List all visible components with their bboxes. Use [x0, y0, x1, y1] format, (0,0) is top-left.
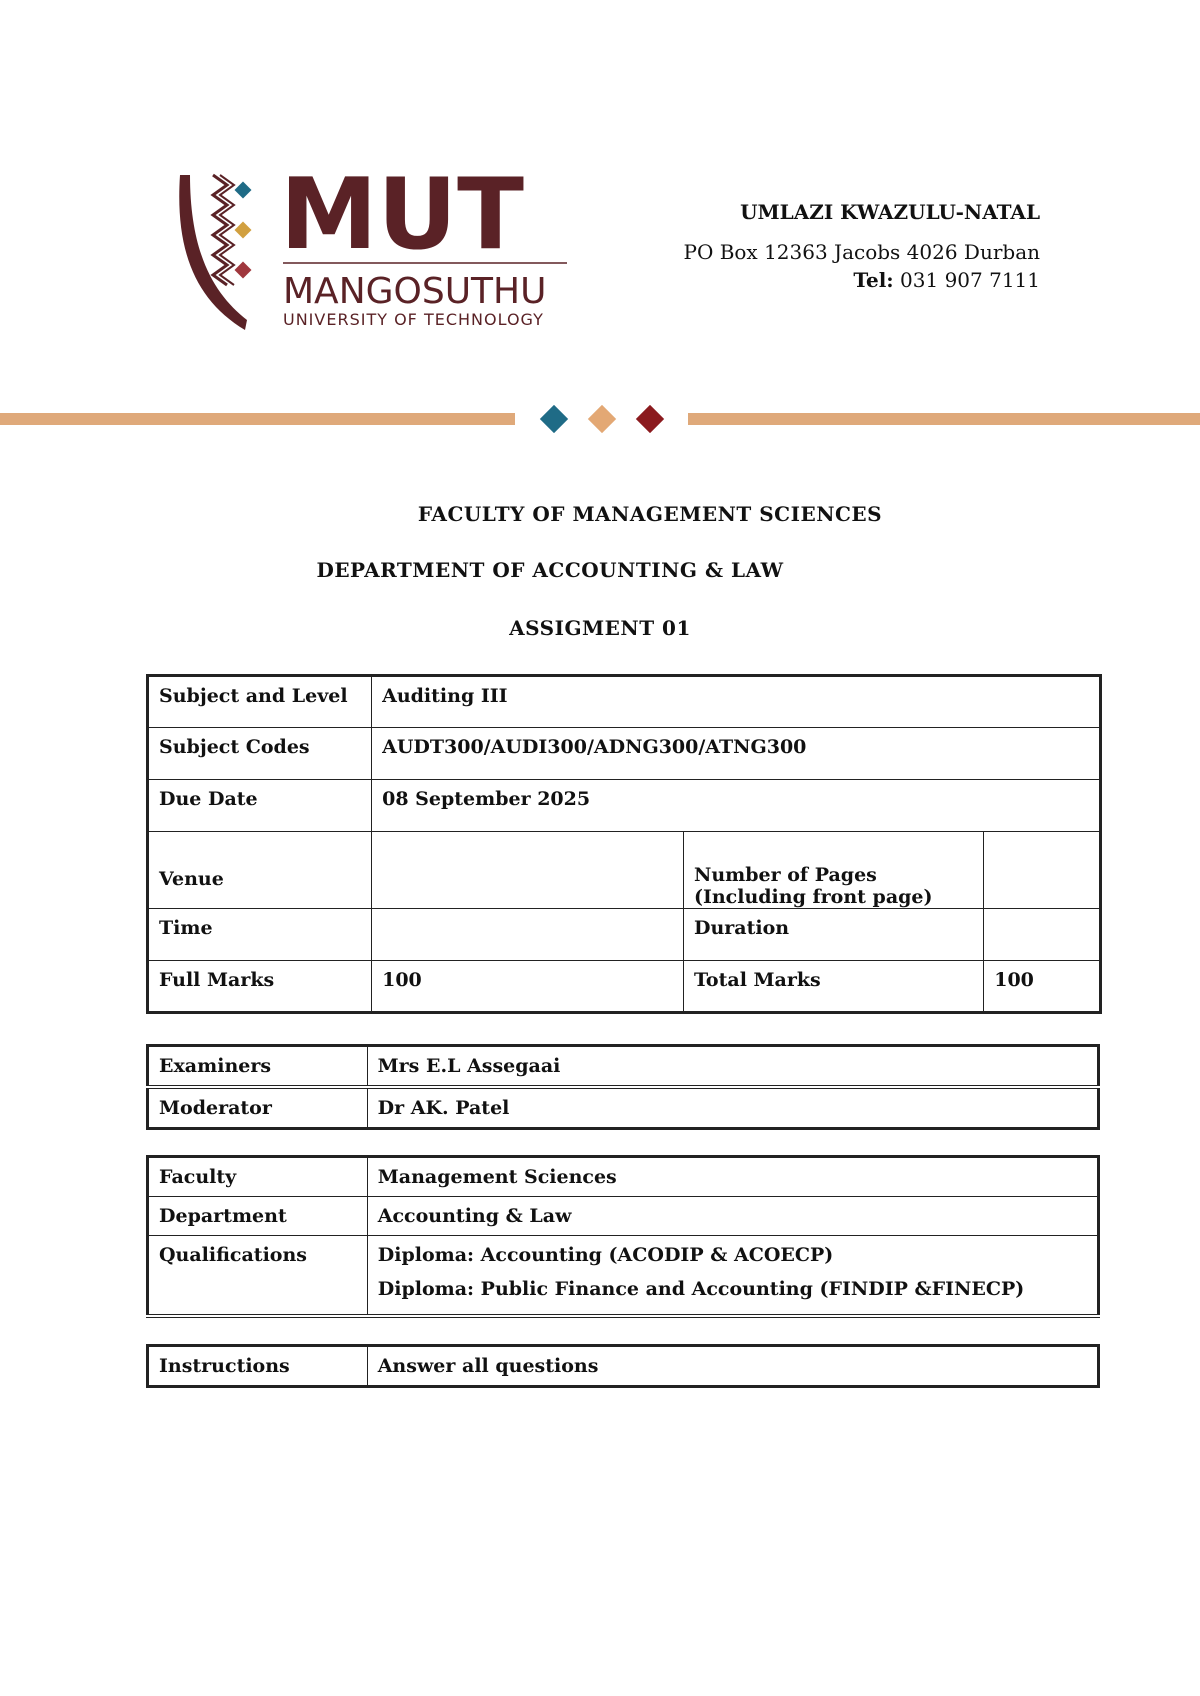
table-row	[148, 832, 1101, 909]
total-marks-value: 100	[984, 961, 1101, 1013]
pages-value	[984, 832, 1101, 909]
due-date-value: 08 September 2025	[372, 780, 1101, 832]
moderator-label: Moderator	[148, 1087, 368, 1129]
instructions-table	[146, 1344, 1100, 1388]
address-po-box: PO Box 12363 Jacobs 4026 Durban	[683, 240, 1040, 264]
assessment-details-table	[146, 674, 1102, 1014]
total-marks-label: Total Marks	[683, 961, 983, 1013]
moderator-value: Dr AK. Patel	[367, 1087, 1098, 1129]
table-row	[148, 780, 1101, 832]
full-marks-value: 100	[372, 961, 684, 1013]
time-value	[372, 909, 684, 961]
codes-value: AUDT300/AUDI300/ADNG300/ATNG300	[372, 728, 1101, 780]
phone-label: Tel:	[853, 268, 894, 292]
department-heading: DEPARTMENT OF ACCOUNTING & LAW	[316, 558, 784, 582]
table-row	[148, 676, 1101, 728]
duration-label: Duration	[683, 909, 983, 961]
subject-label: Subject and Level	[148, 676, 372, 728]
qualifications-label: Qualifications	[148, 1236, 368, 1316]
subject-value: Auditing III	[372, 676, 1101, 728]
divider-diamond-red	[636, 405, 664, 433]
header-divider	[0, 405, 1200, 433]
mut-logo	[175, 170, 575, 340]
table-row	[148, 1046, 1099, 1088]
logo-name: MANGOSUTHU	[283, 271, 547, 312]
table-row	[148, 1197, 1099, 1236]
address-block	[683, 200, 1040, 294]
instructions-label: Instructions	[148, 1346, 368, 1387]
logo-diamond-red	[235, 262, 252, 279]
table-row	[148, 1157, 1099, 1197]
faculty-heading: FACULTY OF MANAGEMENT SCIENCES	[417, 502, 883, 526]
department-label: Department	[148, 1197, 368, 1236]
logo-acronym: MUT	[280, 170, 524, 272]
venue-value	[372, 832, 684, 909]
pages-label-sub: (Including front page)	[693, 886, 933, 908]
table-row	[148, 1346, 1099, 1387]
codes-label: Subject Codes	[148, 728, 372, 780]
pages-label	[683, 832, 983, 909]
examiners-value: Mrs E.L Assegaai	[367, 1046, 1098, 1088]
staff-table	[146, 1044, 1100, 1130]
department-value: Accounting & Law	[367, 1197, 1098, 1236]
duration-value	[984, 909, 1101, 961]
instructions-value: Answer all questions	[367, 1346, 1098, 1387]
address-location: UMLAZI KWAZULU-NATAL	[740, 200, 1040, 224]
divider-diamond-teal	[540, 405, 568, 433]
table-row	[148, 728, 1101, 780]
venue-label: Venue	[148, 832, 372, 909]
logo-swoosh	[179, 175, 247, 330]
divider-diamond-peach	[588, 405, 616, 433]
time-label: Time	[148, 909, 372, 961]
examiners-label: Examiners	[148, 1046, 368, 1088]
qualifications-value	[367, 1236, 1098, 1316]
assignment-heading: ASSIGMENT 01	[509, 616, 691, 640]
qualification-item: Diploma: Accounting (ACODIP & ACOECP)	[377, 1244, 834, 1266]
table-row	[148, 909, 1101, 961]
phone-value: 031 907 7111	[900, 268, 1040, 292]
address-phone	[683, 266, 1040, 294]
qualification-item: Diploma: Public Finance and Accounting (FINDIP &FINECP)	[377, 1278, 1025, 1300]
faculty-label: Faculty	[148, 1157, 368, 1197]
program-table	[146, 1155, 1100, 1318]
table-row	[148, 961, 1101, 1013]
logo-diamond-gold	[235, 222, 252, 239]
due-date-label: Due Date	[148, 780, 372, 832]
full-marks-label: Full Marks	[148, 961, 372, 1013]
faculty-value: Management Sciences	[367, 1157, 1098, 1197]
table-row	[148, 1236, 1099, 1316]
logo-diamond-teal	[235, 182, 252, 199]
pages-label-main: Number of Pages	[693, 864, 877, 886]
table-row	[148, 1087, 1099, 1129]
logo-tagline: UNIVERSITY OF TECHNOLOGY	[283, 310, 544, 329]
